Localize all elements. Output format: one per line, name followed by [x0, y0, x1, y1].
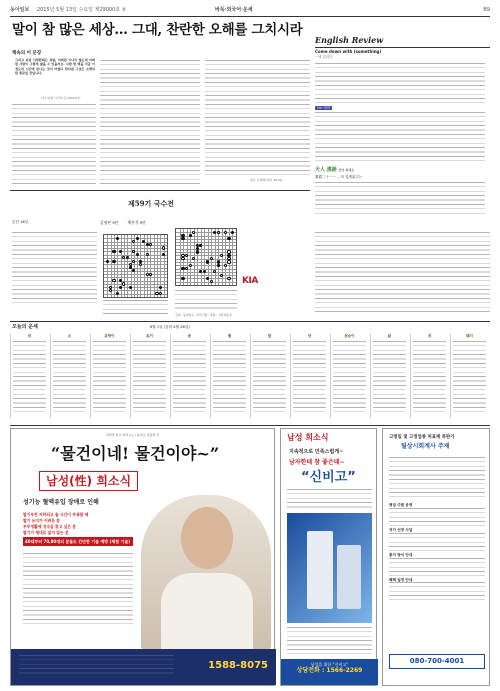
white-stone — [159, 292, 162, 295]
black-stone — [116, 237, 119, 240]
black-stone — [189, 234, 192, 237]
black-stone — [142, 240, 145, 243]
article-source: –이소연의 ‘인적으로’(2015년) — [40, 96, 81, 100]
ad-mid — [280, 428, 377, 686]
white-stone — [217, 231, 220, 234]
ad-right-phone: 080-700-4001 — [409, 656, 465, 665]
go-board — [103, 234, 168, 298]
page-number: B9 — [483, 7, 490, 13]
ad-left-bullets — [23, 511, 143, 537]
white-stone — [162, 246, 165, 249]
fortune-title: 오늘의 운세 — [12, 324, 38, 330]
right-col-text — [315, 232, 490, 312]
ad-mid-tagline: 남자한테 참 좋은데~ — [289, 459, 345, 466]
white-stone — [112, 279, 115, 282]
fortune-sign-label: 개 — [427, 334, 432, 338]
fortune-sign-label: 쥐 — [27, 334, 32, 338]
black-stone — [227, 237, 230, 240]
english-review-box — [315, 35, 490, 230]
white-stone — [181, 257, 184, 260]
white-stone — [213, 270, 216, 273]
black-stone — [181, 237, 184, 240]
page-header — [10, 7, 490, 14]
white-stone — [224, 264, 227, 267]
ad-left-text — [23, 553, 133, 625]
issue-date: 2015년 5월 13일 수요일 제29000호 ⑤ — [36, 7, 127, 13]
fortune-sign-1 — [10, 334, 48, 418]
black-stone — [136, 253, 139, 256]
ad-rule — [10, 425, 490, 426]
black-stone — [106, 260, 109, 263]
chinese-tag-sub: 안녕 하세요 — [338, 168, 355, 173]
black-stone — [126, 256, 129, 259]
baduk-players — [100, 220, 146, 225]
chinese-text — [315, 182, 485, 214]
black-player: 김명완 9단 — [100, 220, 119, 225]
ad-right — [382, 428, 490, 686]
article-subsection: 책속의 이 문장 — [12, 51, 42, 56]
bullet-3: 부부생활에 성숙을 찾고 싶은 분 — [23, 524, 76, 530]
black-stone — [116, 292, 119, 295]
ad-mid-slogan: 지속적으로 민족스럽게~ — [289, 449, 344, 455]
chinese-line: 看着二十一一 …이 일깨워주는 — [315, 174, 363, 179]
baduk-round: 본선 16강 — [12, 220, 29, 224]
fortune-text — [453, 341, 486, 413]
fortune-sign-3 — [90, 334, 128, 418]
fortune-text — [253, 341, 286, 413]
black-stone — [181, 234, 184, 237]
white-stone — [220, 274, 223, 277]
fortune-text — [93, 341, 126, 413]
fortune-text — [13, 341, 46, 413]
black-stone — [199, 244, 202, 247]
white-stone — [132, 260, 135, 263]
fortune-sign-11 — [410, 334, 448, 418]
fortune-sign-8 — [290, 334, 328, 418]
white-stone — [155, 292, 158, 295]
fortune-sign-label: 호랑이 — [104, 334, 115, 338]
baduk-text-right — [175, 290, 237, 310]
fortune-text — [213, 341, 246, 413]
baduk-caption — [103, 300, 168, 316]
white-stone — [210, 257, 213, 260]
black-stone — [181, 277, 184, 280]
fortune-text — [333, 341, 366, 413]
ad-right-subtitle: 틸상시회계사 주제 — [401, 443, 450, 450]
fortune-sign-10 — [370, 334, 408, 418]
man-photo — [141, 495, 271, 650]
white-stone — [149, 273, 152, 276]
black-stone — [162, 253, 165, 256]
ad-left-headline: “물건이네! 물건이야~” — [51, 444, 220, 463]
white-stone — [210, 280, 213, 283]
english-phrase: Come down with (something) — [315, 49, 382, 55]
go-board-2 — [175, 228, 237, 286]
chinese-tag: 天人 漢語 — [315, 167, 337, 174]
fortune-text — [133, 341, 166, 413]
black-stone — [112, 250, 115, 253]
fortune-sign-2 — [50, 334, 88, 418]
fortune-sign-label: 원숭이 — [344, 334, 355, 338]
article-col1 — [12, 104, 96, 184]
fortune-sign-label: 말 — [267, 334, 272, 338]
black-stone — [213, 231, 216, 234]
fortune-sign-label: 용 — [187, 334, 192, 338]
im-english-tag: I'm 영어 — [317, 105, 331, 110]
article-headline: 말이 참 많은 세상… 그대, 찬란한 오해를 그치시라 — [12, 22, 303, 38]
ad-mid-text-2 — [287, 627, 372, 655]
white-stone — [185, 254, 188, 257]
black-stone — [119, 250, 122, 253]
ad-mid-product-photo — [287, 513, 372, 623]
white-stone — [220, 254, 223, 257]
english-review-title: English Review — [315, 35, 384, 45]
ad-left-footer — [11, 649, 276, 685]
newspaper-name: 동아일보 — [10, 7, 30, 13]
article-author: 밀톤 김대영(데코 2014) — [250, 178, 283, 182]
ad-mid-text — [287, 489, 372, 509]
fortune-sign-9 — [330, 334, 368, 418]
black-stone — [119, 286, 122, 289]
baduk-credit: 주최 : 동아일보 · 한국기원 · 후원 : 기아자동차 — [175, 313, 232, 317]
black-stone — [231, 231, 234, 234]
white-stone — [129, 263, 132, 266]
ad-mid-brand: “신비고” — [301, 470, 356, 485]
white-stone — [224, 231, 227, 234]
ad-right-item-4: 혜택 일정 안내 — [389, 577, 413, 582]
black-stone — [206, 277, 209, 280]
black-stone — [139, 260, 142, 263]
bullet-2: 발기 유지가 어려운 분 — [23, 518, 60, 524]
ad-left-offer: 40대부터 70,80대의 분들도 간단한 기술 예방 (체험 기술) — [23, 537, 133, 546]
article-col3 — [205, 60, 310, 178]
black-stone — [196, 250, 199, 253]
black-stone — [217, 264, 220, 267]
ad-mid-title: 남성 희소식 — [287, 433, 329, 442]
fortune-sign-label: 돼지 — [466, 334, 473, 338]
english-phrase-ko: ~에 걸리다 — [315, 54, 333, 59]
english-text — [315, 63, 485, 103]
fortune-sign-label: 소 — [67, 334, 72, 338]
fortune-text — [373, 341, 406, 413]
fortune-text — [173, 341, 206, 413]
baduk-text-left — [12, 232, 97, 307]
header-rule — [10, 16, 490, 17]
black-stone — [227, 254, 230, 257]
white-stone — [149, 243, 152, 246]
ad-mid-footer — [281, 659, 378, 685]
black-stone — [206, 260, 209, 263]
ad-left-sub: 성기능 혈액유입 장애로 인해 — [23, 499, 99, 506]
fortune-text — [293, 341, 326, 413]
ad-right-title: 고령일 및 고정업종 처표제 특판가 — [389, 435, 455, 440]
white-stone — [227, 277, 230, 280]
baduk-rule — [10, 190, 310, 191]
white-stone — [132, 250, 135, 253]
white-stone — [109, 289, 112, 292]
white-stone — [189, 264, 192, 267]
fortune-date: 6월 1일 (음력 4월 26일) — [150, 325, 190, 329]
ad-left-top: 엄마만 믿고 따라오는 / 효자로 성장한 것 — [106, 433, 160, 437]
ad-right-item-2: 저가 선정 사업 — [389, 527, 413, 532]
fortune-sign-4 — [130, 334, 168, 418]
ad-right-contact — [389, 654, 485, 669]
fortune-sign-label: 양 — [307, 334, 312, 338]
ad-left-phone: 1588-8075 — [208, 660, 268, 671]
section-title: 바둑·외국어·운세 — [215, 7, 253, 13]
black-stone — [203, 270, 206, 273]
im-english-text — [315, 112, 485, 164]
article-col2 — [100, 60, 200, 184]
black-stone — [129, 286, 132, 289]
ad-left-product: 남성(性) 희소식 — [39, 471, 138, 491]
ad-mid-bottom: 남성을 위한 “신비고” — [310, 662, 349, 667]
white-stone — [227, 260, 230, 263]
white-stone — [132, 240, 135, 243]
baduk-title: 제59기 국수전 — [128, 199, 174, 208]
fortune-sign-12 — [450, 334, 488, 418]
fortune-text — [53, 341, 86, 413]
ad-left — [10, 428, 275, 686]
fortune-sign-label: 뱀 — [227, 334, 232, 338]
ad-mid-phone: 상담전화 : 1566-2269 — [296, 667, 363, 675]
white-stone — [192, 257, 195, 260]
white-stone — [146, 253, 149, 256]
ad-right-items — [389, 501, 485, 600]
fortune-sign-label: 닭 — [387, 334, 392, 338]
white-player: 백홍석 9단 — [127, 220, 146, 225]
bullet-4: 발기가 제대로 않지 않는 분 — [23, 530, 69, 536]
fortune-text — [413, 341, 446, 413]
ad-right-intro — [389, 457, 485, 497]
fortune-sign-6 — [210, 334, 248, 418]
ad-right-item-3: 통지 방식 안내 — [389, 552, 413, 557]
fortune-sign-7 — [250, 334, 288, 418]
white-stone — [192, 231, 195, 234]
fortune-sign-label: 토끼 — [146, 334, 153, 338]
black-stone — [199, 270, 202, 273]
black-stone — [159, 286, 162, 289]
black-stone — [112, 260, 115, 263]
black-stone — [136, 237, 139, 240]
white-stone — [122, 282, 125, 285]
fortune-sign-5 — [170, 334, 208, 418]
white-stone — [139, 263, 142, 266]
ad-right-item-1: 평일 주말 운영 — [389, 503, 413, 507]
fortune-grid — [10, 322, 490, 420]
white-stone — [185, 267, 188, 270]
kia-logo: KIA — [242, 276, 258, 286]
bullet-1: 발기부전 저하되고 돌 시간이 부족할 때 — [23, 512, 89, 517]
article-quote: 그리고 보면 사람한테는 정말, 어쩌면 이나지 않는데 어쩌면 사람이 그렇게 많을 수 있을까요. 사람 한 명을 지금 이 정도의 시간에 만나는 것이 어렵다 한다면 그것은 오해의 한 종류일 것입니다. — [15, 58, 95, 76]
